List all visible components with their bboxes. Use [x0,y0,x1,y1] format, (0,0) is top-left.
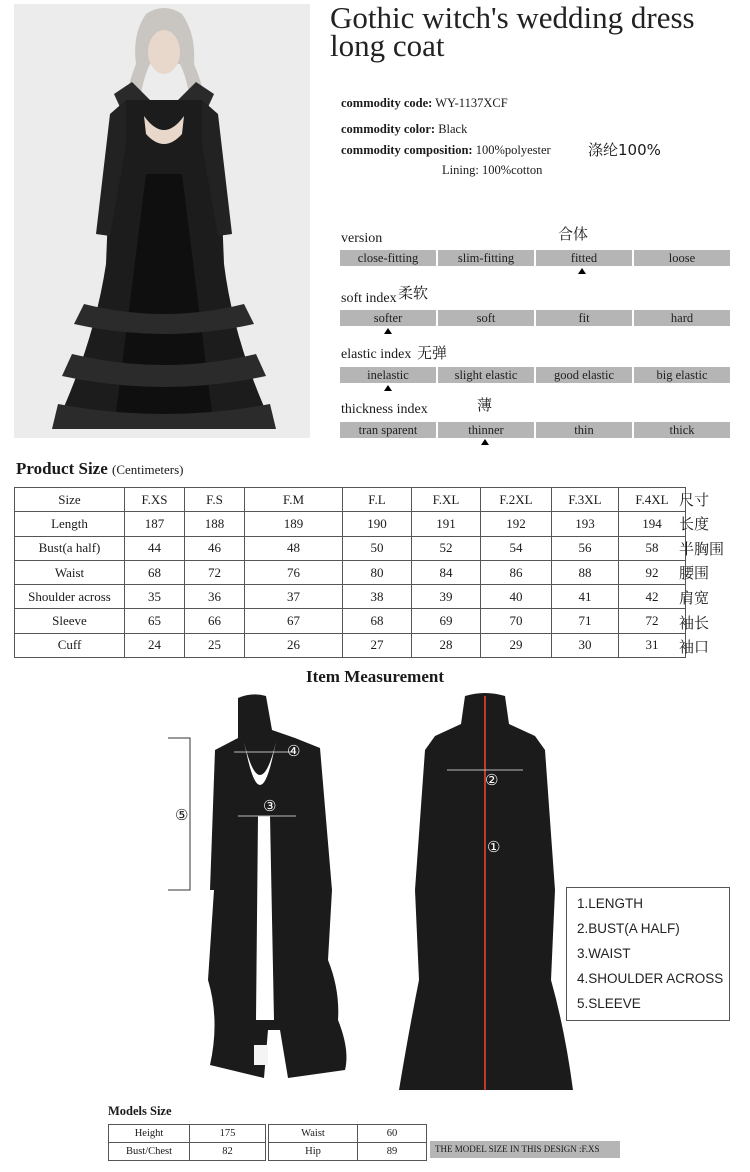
elastic-index-option: big elastic [634,367,730,383]
soft-index-scale [340,310,750,326]
table-cell: 36 [185,585,245,609]
shoulder-cn-label: 肩宽 [679,589,710,607]
version-option: slim-fitting [438,250,534,266]
table-cell: 69 [412,609,481,633]
table-cell: Hip [269,1143,358,1161]
elastic-index-selected-marker [384,385,392,391]
version-option: close-fitting [340,250,436,266]
lining-label: Lining: [442,163,479,177]
table-cell: 52 [412,536,481,560]
table-cell: 30 [552,633,619,657]
legend-item: 3.WAIST [577,946,631,961]
soft-index-selected-marker [384,328,392,334]
table-cell: 42 [619,585,686,609]
models-size-heading: Models Size [108,1104,172,1118]
table-cell: 190 [343,512,412,536]
soft-index-option: fit [536,310,632,326]
version-selected-marker [578,268,586,274]
table-cell: 76 [245,560,343,584]
table-row [109,1143,266,1161]
table-cell: Bust/Chest [109,1143,190,1161]
model-size-note: THE MODEL SIZE IN THIS DESIGN :F.XS [430,1141,620,1158]
table-header-cell: F.4XL [619,488,686,512]
soft-index-option: hard [634,310,730,326]
table-cell: 68 [125,560,185,584]
thickness-index-selected-marker [481,439,489,445]
marker-sleeve: ⑤ [175,808,189,824]
table-cell: 193 [552,512,619,536]
thickness-index-option: tran sparent [340,422,436,438]
table-cell: 82 [190,1143,266,1161]
elastic-index-scale [340,367,750,383]
table-cell: 38 [343,585,412,609]
table-cell: 92 [619,560,686,584]
thickness-index-option: thick [634,422,730,438]
table-cell: 89 [358,1143,427,1161]
models-table-left [108,1124,266,1161]
table-header-cell: F.XL [412,488,481,512]
table-cell: 194 [619,512,686,536]
soft-index-label: soft index [341,291,397,306]
table-cell: 29 [481,633,552,657]
elastic-index-option: inelastic [340,367,436,383]
table-cell: 46 [185,536,245,560]
commodity-code-label: commodity code: [341,96,433,110]
product-size-title: Product Size [16,459,108,478]
elastic-index-label: elastic index [341,347,412,362]
commodity-color [341,122,467,137]
table-cell: 188 [185,512,245,536]
table-cell: 60 [358,1125,427,1143]
thickness-index-option: thin [536,422,632,438]
version-option: fitted [536,250,632,266]
commodity-composition [341,143,551,158]
table-cell: 26 [245,633,343,657]
commodity-composition-label: commodity composition: [341,143,473,157]
model-photo [14,4,310,438]
length-cn-label: 长度 [679,515,710,533]
product-size-heading [16,459,184,479]
table-cell: 80 [343,560,412,584]
cuff-cn-label: 袖口 [679,638,710,656]
table-cell: 88 [552,560,619,584]
table-row [15,512,686,536]
measurement-legend [566,887,730,1021]
table-row [15,536,686,560]
sleeve-cn-label: 袖长 [679,614,710,632]
table-cell: 71 [552,609,619,633]
table-cell: 72 [185,560,245,584]
table-cell: 35 [125,585,185,609]
table-cell: 37 [245,585,343,609]
table-row [15,585,686,609]
size-cn-label: 尺寸 [679,491,710,509]
table-row-label: Length [15,512,125,536]
table-cell: 27 [343,633,412,657]
table-cell: 68 [343,609,412,633]
table-header-cell: F.M [245,488,343,512]
table-cell: 86 [481,560,552,584]
elastic-index-option: slight elastic [438,367,534,383]
thickness-index-label: thickness index [341,402,428,417]
commodity-color-label: commodity color: [341,122,436,136]
table-header-cell: F.L [343,488,412,512]
models-table-right [268,1124,427,1161]
table-cell: 28 [412,633,481,657]
table-header-row [15,488,686,512]
lining [442,163,542,178]
commodity-code-value: WY-1137XCF [435,96,508,110]
table-cell: 189 [245,512,343,536]
version-cn: 合体 [558,225,589,243]
table-cell: Waist [269,1125,358,1143]
legend-item: 1.LENGTH [577,896,644,911]
table-header-cell: F.XS [125,488,185,512]
product-title: Gothic witch's wedding dress long coat [330,0,695,63]
table-row-label: Waist [15,560,125,584]
table-cell: 84 [412,560,481,584]
table-cell: 24 [125,633,185,657]
marker-waist: ③ [263,799,277,815]
table-cell: 48 [245,536,343,560]
marker-bust: ② [485,773,499,789]
elastic-index-option: good elastic [536,367,632,383]
commodity-color-value: Black [438,122,468,136]
marker-shoulder: ④ [287,744,301,760]
table-row [269,1125,427,1143]
table-cell: 192 [481,512,552,536]
marker-length: ① [487,840,501,856]
table-cell: 65 [125,609,185,633]
table-cell: 70 [481,609,552,633]
table-cell: 41 [552,585,619,609]
version-scale [340,250,750,266]
table-header-cell: F.S [185,488,245,512]
composition-cn: 涤纶100% [588,141,661,159]
table-header-cell: Size [15,488,125,512]
size-table [14,487,686,658]
table-cell: 25 [185,633,245,657]
table-cell: 44 [125,536,185,560]
thickness-index-scale [340,422,750,438]
legend-item: 2.BUST(A HALF) [577,921,680,936]
lining-value: 100%cotton [481,163,543,177]
legend-item: 5.SLEEVE [577,996,641,1011]
table-cell: 31 [619,633,686,657]
table-cell: 56 [552,536,619,560]
table-cell: Height [109,1125,190,1143]
commodity-composition-value: 100%polyester [475,143,551,157]
item-measurement-title: Item Measurement [305,667,444,686]
bust-cn-label: 半胸围 [679,540,725,558]
commodity-code [341,96,508,111]
table-row [269,1143,427,1161]
table-row [15,560,686,584]
table-row [15,609,686,633]
table-row-label: Shoulder across [15,585,125,609]
thickness-index-option: thinner [438,422,534,438]
table-header-cell: F.2XL [481,488,552,512]
table-cell: 58 [619,536,686,560]
table-cell: 39 [412,585,481,609]
table-cell: 54 [481,536,552,560]
soft-index-option: softer [340,310,436,326]
soft-index-cn: 柔软 [398,284,429,302]
table-header-cell: F.3XL [552,488,619,512]
waist-cn-label: 腰围 [679,564,710,582]
version-label: version [341,231,383,246]
version-option: loose [634,250,730,266]
coat-front-diagram [160,690,375,1100]
table-cell: 40 [481,585,552,609]
table-cell: 66 [185,609,245,633]
table-cell: 72 [619,609,686,633]
table-cell: 191 [412,512,481,536]
table-cell: 50 [343,536,412,560]
table-row-label: Bust(a half) [15,536,125,560]
table-cell: 187 [125,512,185,536]
table-row-label: Cuff [15,633,125,657]
table-row [15,633,686,657]
table-row-label: Sleeve [15,609,125,633]
product-size-unit: (Centimeters) [112,462,184,477]
table-row [109,1125,266,1143]
coat-back-diagram [385,690,585,1100]
table-cell: 67 [245,609,343,633]
soft-index-option: soft [438,310,534,326]
table-cell: 175 [190,1125,266,1143]
legend-item: 4.SHOULDER ACROSS [577,971,724,986]
thickness-index-cn: 薄 [477,396,493,414]
elastic-index-cn: 无弹 [417,344,448,362]
